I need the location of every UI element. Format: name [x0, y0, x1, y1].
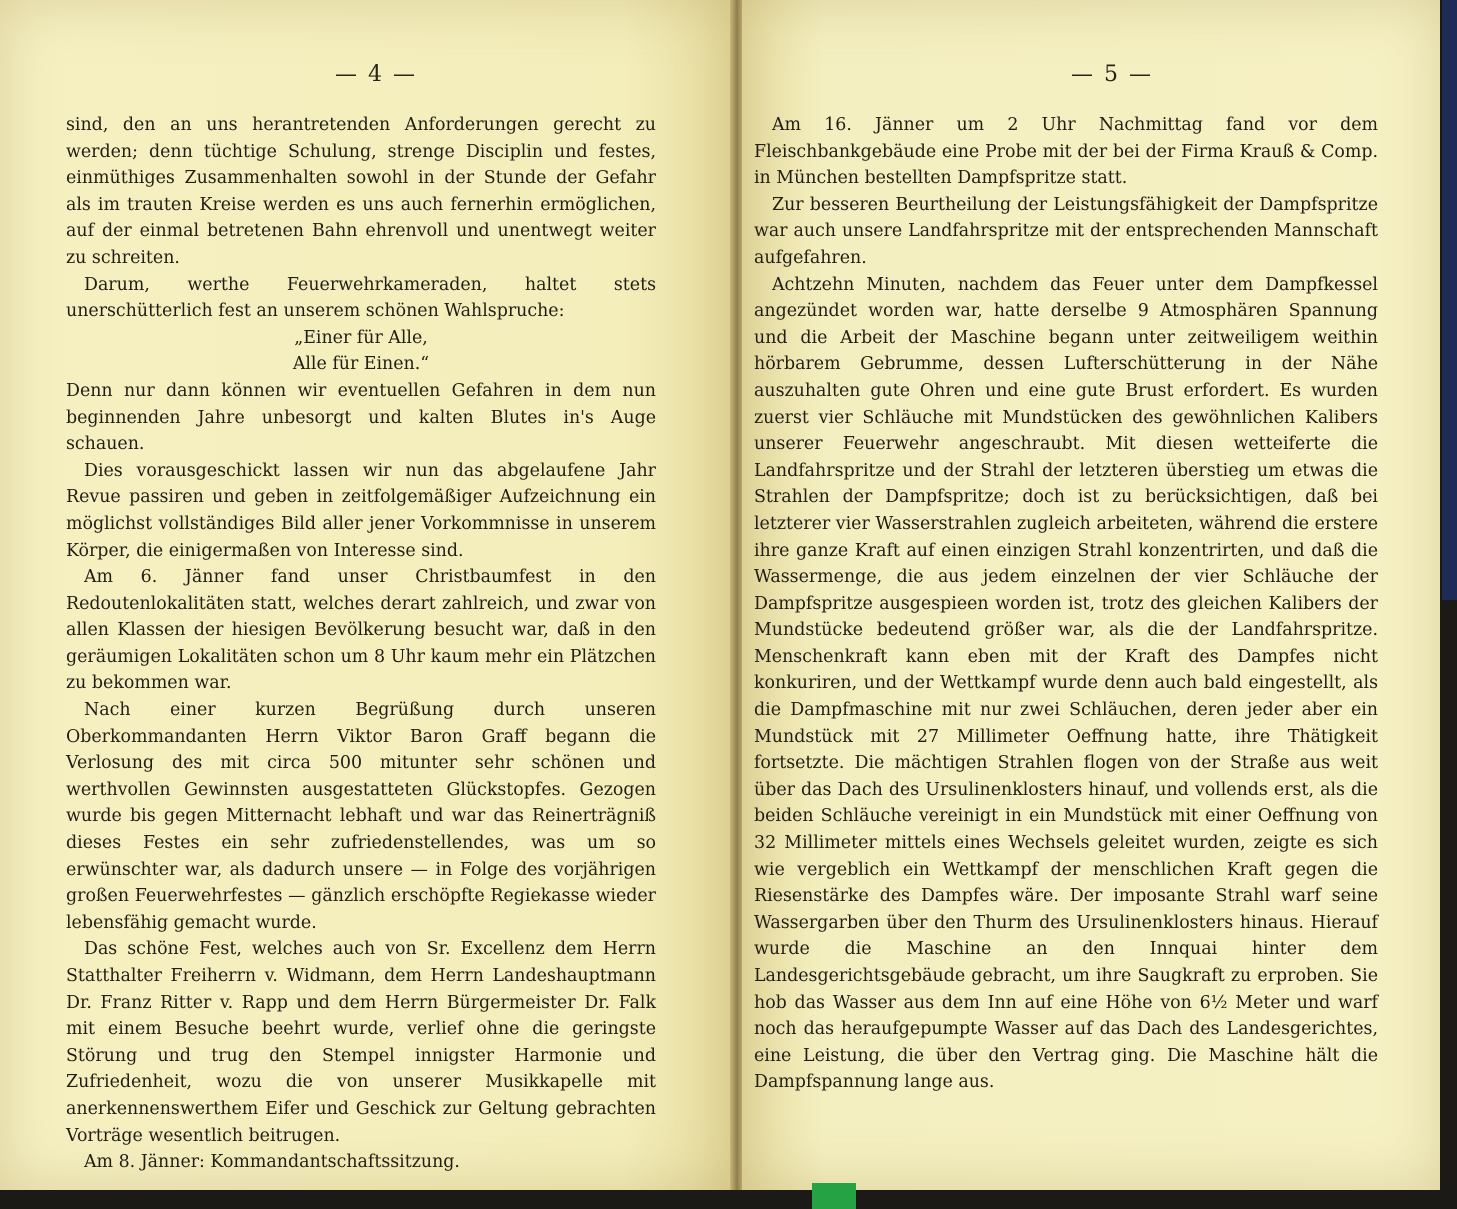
paragraph: Das schöne Fest, welches auch von Sr. Excellenz dem Herrn Statthalter Freiherrn v. Widmann, dem Herrn Landeshauptmann Dr. Franz Ritter v. Rapp und dem Herrn Bürgermeister Dr. Falk mit einem Besuche beehrt wurde, verlief ohne die geringste Störung und trug den Stempel innigster Harmonie und Zufriedenheit, wozu die von unserer Musikkapelle mit anerkennenswerthem Eifer und Geschick zur Geltung gebrachten Vorträge wesentlich beitrugen. [66, 939, 656, 1146]
left-page-text [66, 112, 656, 1176]
paragraph: Zur besseren Beurtheilung der Leistungsfähigkeit der Dampfspritze war auch unsere Landfahrspritze mit der entsprechenden Mannschaft aufgefahren. [754, 194, 1378, 268]
paragraph: Achtzehn Minuten, nachdem das Feuer unter dem Dampfkessel angezündet worden war, hatte derselbe 9 Atmosphären Spannung und die Arbeit der Maschine begann unter zeitweiligem weithin hörbarem Gebrumme, dessen Lufterschütterung in der Nähe auszuhalten gute Ohren und eine gute Brust erfordert. Es wurden zuerst vier Schläuche mit Mundstücken des gewöhnlichen Kalibers unserer Feuerwehr angeschraubt. Mit diesen wetteiferte die Landfahrspritze und der Strahl der letzteren überstieg um etwas die Strahlen der Dampfspritze; doch ist zu berücksichtigen, daß bei letzterer vier Wasserstrahlen zugleich arbeiteten, während die erstere ihre ganze Kraft auf einen einzigen Strahl konzentrirten, und daß die Wassermenge, die aus jedem einzelnen der vier Schläuche der Dampfspritze ausgespieen worden ist, trotz des gleichen Kalibers der Mundstücke bedeutend größer war, als die der Landfahrspritze. Menschenkraft kann eben mit der Kraft des Dampfes nicht konkuriren, und der Wettkampf wurde denn auch bald eingestellt, als die Dampfmaschine mit nur zwei Schläuchen, deren jeder aber ein Mundstück mit 27 Millimeter Oeffnung hatte, ihre Thätigkeit fortsetzte. Die mächtigen Strahlen flogen von der Straße aus weit über das Dach des Ursulinenklosters hinauf, und vollends erst, als die beiden Schläuche vereinigt in ein Mundstück mit einer Oeffnung von 32 Millimeter mittels eines Wechsels geleitet wurden, zeigte es sich wie vergeblich ein Wettkampf der menschlichen Kraft gegen die Riesenstärke des Dampfes wäre. Der imposante Strahl warf seine Wassergarben über den Thurm des Ursulinenklosters hinaus. Hierauf wurde die Maschine an den Innquai hinter dem Landesgerichtsgebäude gebracht, um ihre Saugkraft zu erproben. Sie hob das Wasser aus dem Inn auf eine Höhe von 6½ Meter und warf noch das heraufgepumpte Wasser auf das Dach des Landesgerichtes, eine Leistung, die über den Vertrag ging. Die Maschine hält die Dampfspannung lange aus. [754, 274, 1378, 1093]
paragraph: sind, den an uns herantretenden Anforderungen gerecht zu werden; denn tüchtige Schulung, strenge Disciplin und festes, einmüthiges Zusammenhalten sowohl in der Stunde der Gefahr als im trauten Kreise werden es uns auch fernerhin ermöglichen, auf der einmal betretenen Bahn ehrenvoll und unentwegt weiter zu schreiten. [66, 115, 656, 268]
paragraph: Denn nur dann können wir eventuellen Gefahren in dem nun beginnenden Jahre unbesorgt und kalten Blutes in's Auge schauen. [66, 380, 656, 455]
page-number-left: — 4 — [335, 62, 417, 87]
page-number-right: — 5 — [1071, 62, 1153, 87]
paragraph: Dies vorausgeschickt lassen wir nun das abgelaufene Jahr Revue passiren und geben in zeitfolgemäßiger Aufzeichnung ein möglichst vollständiges Bild aller jener Vorkommnisse in unserem Körper, die einigermaßen von Interesse sind. [66, 460, 656, 561]
left-page [0, 0, 732, 1190]
right-page [742, 0, 1442, 1190]
paragraph: Am 8. Jänner: Kommandantschaftssitzung. [84, 1152, 460, 1173]
green-bookmark-tab [812, 1183, 856, 1209]
paragraph: Darum, werthe Feuerwehrkameraden, haltet stets unerschütterlich fest an unserem schönen Wahlspruche: [66, 274, 656, 322]
paragraph: Am 6. Jänner fand unser Christbaumfest in den Redoutenlokalitäten statt, welches derart zahlreich, und zwar von allen Klassen der hiesigen Bevölkerung besucht war, daß in den geräumigen Lokalitäten schon um 8 Uhr kaum mehr ein Plätzchen zu bekommen war. [66, 567, 656, 694]
motto-line: Alle für Einen.“ [292, 354, 430, 375]
background-edge-blue [1442, 0, 1457, 600]
motto-line: „Einer für Alle, [294, 327, 428, 348]
paragraph: Am 16. Jänner um 2 Uhr Nachmittag fand vor dem Fleischbankgebäude eine Probe mit der bei der Firma Krauß & Comp. in München bestellten Dampfspritze statt. [754, 115, 1378, 189]
paragraph: Nach einer kurzen Begrüßung durch unseren Oberkommandanten Herrn Viktor Baron Graff begann die Verlosung des mit circa 500 mitunter sehr schönen und werthvollen Gewinnsten ausgestatteten Glückstopfes. Gezogen wurde bis gegen Mitternacht lebhaft und war das Reinerträgniß dieses Festes ein sehr zufriedenstellendes, was um so erwünschter war, als dadurch unsere — in Folge des vorjährigen großen Feuerwehrfestes — gänzlich erschöpfte Regiekasse wieder lebensfähig gemacht wurde. [66, 700, 656, 933]
right-page-text [754, 112, 1378, 1096]
